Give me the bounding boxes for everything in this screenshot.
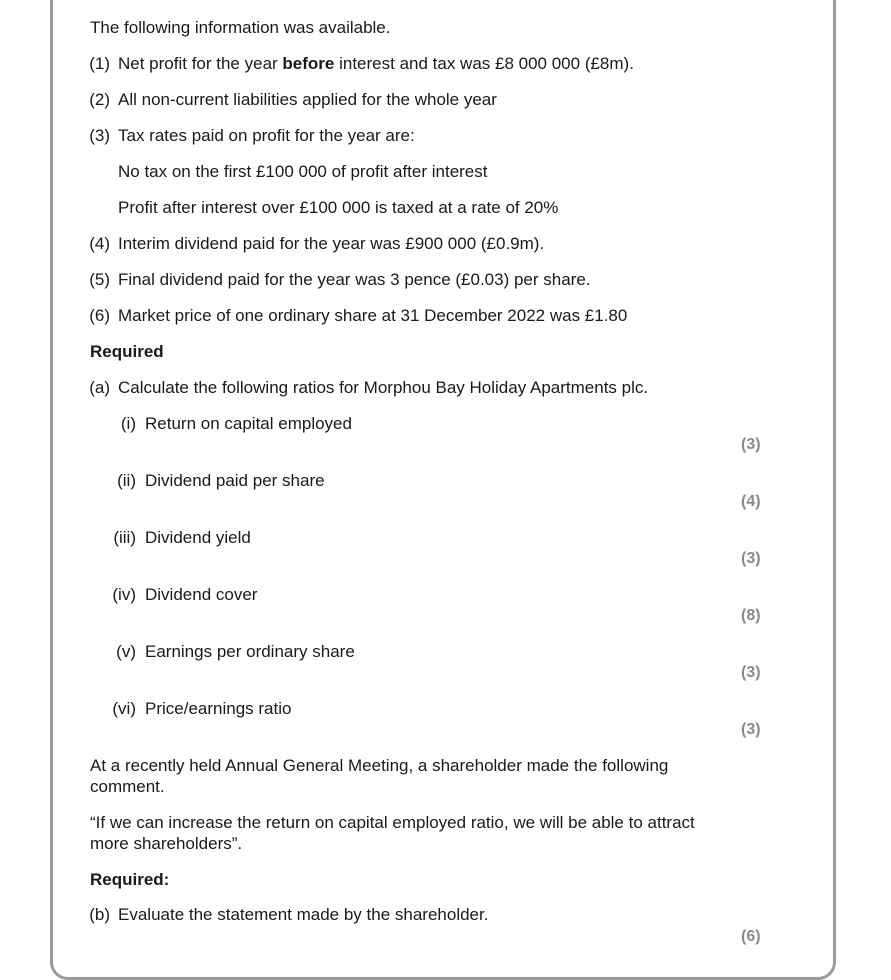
sub-question-number: (vi) (112, 699, 136, 718)
item-number: (4) (89, 234, 110, 253)
info-item: Interim dividend paid for the year was £900 000 (£0.9m). (118, 234, 545, 253)
item-number: (3) (89, 126, 110, 145)
sub-question-number: (iv) (112, 585, 136, 604)
shareholder-quote: “If we can increase the return on capital employed ratio, we will be able to attract more shareholders”. (90, 813, 695, 853)
sub-question: Dividend paid per share (145, 471, 325, 490)
tax-rule: Profit after interest over £100 000 is taxed at a rate of 20% (118, 198, 559, 217)
tax-rule: No tax on the first £100 000 of profit after interest (118, 162, 488, 181)
sub-question-number: (v) (116, 642, 136, 661)
sub-question: Dividend cover (145, 585, 258, 604)
item-number: (6) (89, 306, 110, 325)
required-heading: Required (90, 342, 164, 361)
marks-label: (3) (741, 550, 761, 567)
sub-question: Dividend yield (145, 528, 251, 547)
info-item: Net profit for the year before interest and tax was £8 000 000 (£8m). (118, 54, 634, 73)
sub-question-number: (i) (120, 414, 136, 433)
agm-paragraph: At a recently held Annual General Meeting, a shareholder made the following comment. (90, 756, 669, 796)
sub-question: Earnings per ordinary share (145, 642, 355, 661)
marks-label: (8) (741, 607, 761, 624)
intro-text: The following information was available. (90, 18, 391, 37)
sub-question-number: (iii) (113, 528, 136, 547)
part-number: (b) (89, 905, 110, 924)
part-b-question: Evaluate the statement made by the shareholder. (118, 905, 489, 924)
marks-label: (3) (741, 664, 761, 681)
item-number: (2) (89, 90, 110, 109)
item-number: (1) (89, 54, 110, 73)
marks-label: (3) (741, 436, 761, 453)
sub-question: Return on capital employed (145, 414, 352, 433)
info-item: Market price of one ordinary share at 31 December 2022 was £1.80 (118, 306, 628, 325)
marks-label: (6) (741, 928, 761, 945)
marks-label: (3) (741, 721, 761, 738)
marks-label: (4) (741, 493, 761, 510)
part-a-question: Calculate the following ratios for Morphou Bay Holiday Apartments plc. (118, 378, 649, 397)
info-item: Tax rates paid on profit for the year are: (118, 126, 415, 145)
info-item: Final dividend paid for the year was 3 pence (£0.03) per share. (118, 270, 591, 289)
part-number: (a) (89, 378, 110, 397)
sub-question: Price/earnings ratio (145, 699, 292, 718)
sub-question-number: (ii) (117, 471, 136, 490)
item-number: (5) (89, 270, 110, 289)
required-heading: Required: (90, 870, 170, 889)
info-item: All non-current liabilities applied for the whole year (118, 90, 497, 109)
